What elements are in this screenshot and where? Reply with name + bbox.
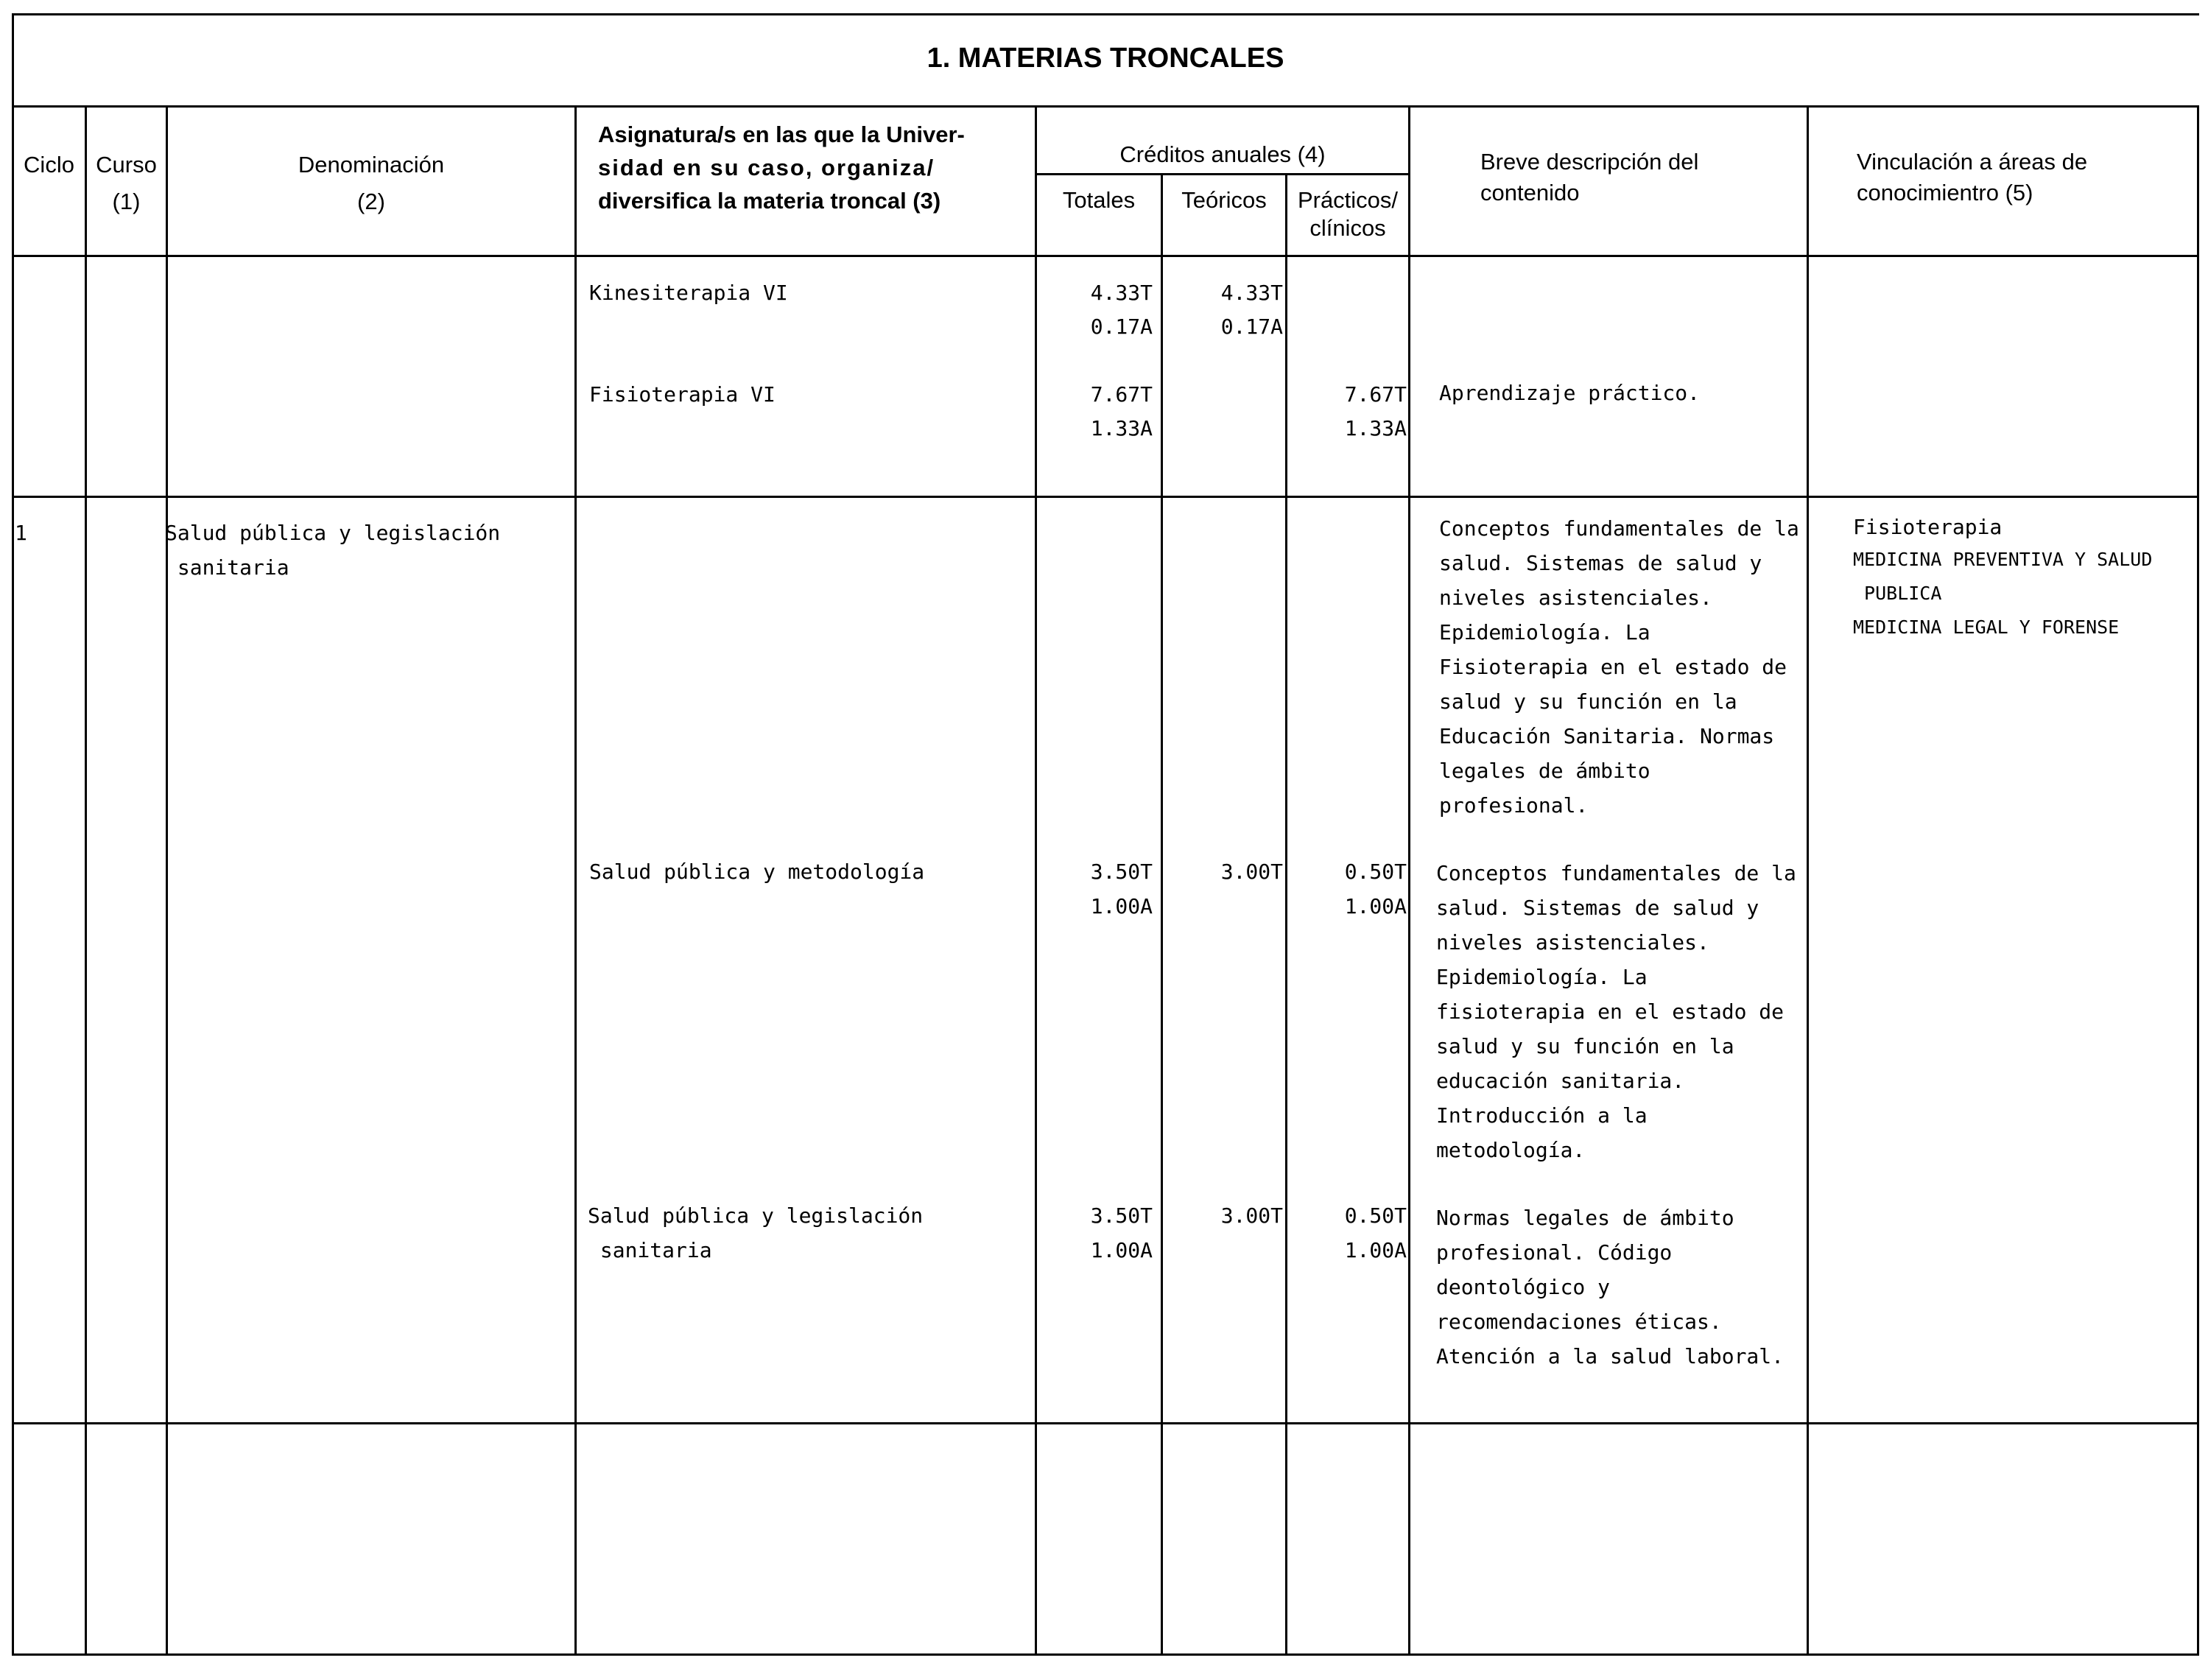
row3-ciclo: 1 — [15, 521, 27, 545]
header-asignatura-line1: Asignatura/s en las que la Univer- — [598, 122, 965, 147]
row5-practicos-a: 1.00A — [1344, 1238, 1407, 1262]
row2-totales-a: 1.33A — [1090, 416, 1153, 440]
row4-asignatura: Salud pública y metodología — [589, 860, 925, 884]
row-separator-2 — [12, 1422, 2199, 1424]
table-bottom-border — [12, 1653, 2199, 1656]
creditos-subheader-border — [1037, 173, 1410, 175]
header-breve-line1: Breve descripción del — [1480, 149, 1699, 175]
row5-teoricos-t: 3.00T — [1220, 1203, 1283, 1228]
col-border-denominacion — [574, 105, 577, 1656]
row2-totales-t: 7.67T — [1090, 382, 1153, 407]
row1-teoricos-t: 4.33T — [1220, 281, 1283, 305]
header-denominacion: Denominación — [298, 152, 445, 178]
row5-asignatura-line2: sanitaria — [588, 1238, 712, 1262]
col-border-left — [12, 13, 14, 1656]
row2-descripcion: Aprendizaje práctico. — [1439, 381, 1701, 405]
header-denominacion-note: (2) — [357, 189, 385, 214]
row4-descripcion: Conceptos fundamentales de la salud. Sistemas de salud y niveles asistenciales. Epidemiología. La fisioterapia en el estado de salud y su función en la educación sanitaria. Introducción a la metodología. — [1436, 861, 1796, 1162]
row1-teoricos-a: 0.17A — [1220, 314, 1283, 339]
row2-practicos-t: 7.67T — [1344, 382, 1407, 407]
header-bottom-border — [12, 255, 2199, 257]
header-creditos: Créditos anuales (4) — [1119, 141, 1326, 167]
row5-totales-t: 3.50T — [1090, 1203, 1153, 1228]
table-title: 1. MATERIAS TRONCALES — [927, 43, 1284, 74]
row1-asignatura: Kinesiterapia VI — [589, 281, 788, 305]
row4-totales-a: 1.00A — [1090, 894, 1153, 918]
row1-totales-t: 4.33T — [1090, 281, 1153, 305]
title-bottom-border — [12, 105, 2199, 108]
row2-practicos-a: 1.33A — [1344, 416, 1407, 440]
table-top-border — [12, 13, 2199, 15]
header-breve-line2: contenido — [1480, 180, 1580, 205]
header-curso: Curso — [96, 152, 157, 178]
row4-teoricos-t: 3.00T — [1220, 860, 1283, 884]
col-border-practicos — [1408, 105, 1410, 1656]
header-totales: Totales — [1062, 187, 1136, 213]
col-border-teoricos — [1285, 173, 1287, 1656]
row3-vinculacion-4: MEDICINA LEGAL Y FORENSE — [1853, 616, 2120, 638]
header-ciclo: Ciclo — [24, 152, 74, 178]
row4-totales-t: 3.50T — [1090, 860, 1153, 884]
row3-vinculacion-3: PUBLICA — [1853, 583, 1942, 604]
col-border-right — [2197, 105, 2199, 1656]
header-practicos-line2: clínicos — [1309, 215, 1386, 241]
header-practicos-line1: Prácticos/ — [1297, 187, 1399, 213]
header-teoricos: Teóricos — [1181, 187, 1267, 213]
row3-denominacion-line1: Salud pública y legislación — [165, 521, 501, 545]
col-border-asignatura — [1035, 105, 1037, 1656]
row5-asignatura-line1: Salud pública y legislación — [588, 1203, 924, 1228]
col-border-ciclo — [85, 105, 87, 1656]
header-vinculacion-line1: Vinculación a áreas de — [1857, 149, 2088, 175]
row-separator-1 — [12, 496, 2199, 498]
row3-vinculacion-1: Fisioterapia — [1853, 515, 2003, 539]
row1-totales-a: 0.17A — [1090, 314, 1153, 339]
col-border-curso — [166, 105, 168, 1656]
row3-vinculacion-2: MEDICINA PREVENTIVA Y SALUD — [1853, 549, 2153, 570]
row5-totales-a: 1.00A — [1090, 1238, 1153, 1262]
row5-practicos-t: 0.50T — [1344, 1203, 1407, 1228]
col-border-totales — [1161, 173, 1163, 1656]
row4-practicos-t: 0.50T — [1344, 860, 1407, 884]
row3-denominacion-line2: sanitaria — [165, 555, 289, 580]
row4-practicos-a: 1.00A — [1344, 894, 1407, 918]
header-vinculacion-line2: conocimientro (5) — [1857, 180, 2033, 205]
header-curso-note: (1) — [112, 189, 141, 214]
header-asignatura-line3: diversifica la materia troncal (3) — [598, 188, 941, 214]
col-border-breve — [1807, 105, 1809, 1656]
row3-descripcion: Conceptos fundamentales de la salud. Sistemas de salud y niveles asistenciales. Epidemiología. La Fisioterapia en el estado de salud y su función en la Educación Sanitaria. Normas legales de ámbito profesional. — [1439, 516, 1799, 818]
row5-descripcion: Normas legales de ámbito profesional. Código deontológico y recomendaciones éticas. Atención a la salud laboral. — [1436, 1206, 1785, 1368]
row2-asignatura: Fisioterapia VI — [589, 382, 776, 407]
header-asignatura-line2: sidad en su caso, organiza/ — [598, 155, 935, 180]
